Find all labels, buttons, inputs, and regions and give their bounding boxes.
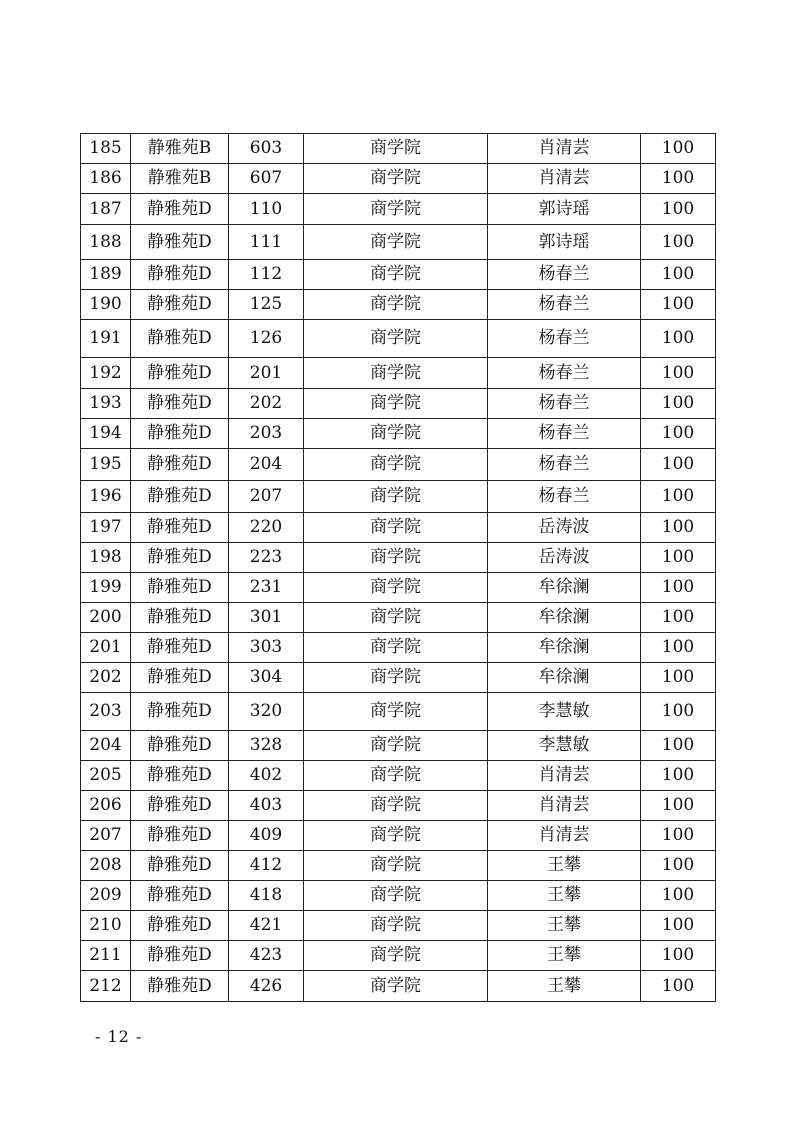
room-cell: 301: [229, 603, 304, 633]
row-number-cell: 191: [81, 320, 131, 358]
score-cell: 100: [641, 791, 716, 821]
row-number-cell: 208: [81, 851, 131, 881]
room-cell: 204: [229, 449, 304, 481]
score-cell: 100: [641, 290, 716, 320]
table-row: [81, 134, 716, 164]
college-cell: 商学院: [304, 513, 488, 543]
row-number-cell: 190: [81, 290, 131, 320]
room-cell: 328: [229, 731, 304, 761]
row-number-cell: 203: [81, 693, 131, 731]
room-cell: 418: [229, 881, 304, 911]
room-cell: 201: [229, 358, 304, 389]
college-cell: 商学院: [304, 389, 488, 419]
college-cell: 商学院: [304, 633, 488, 663]
person-cell: 王攀: [488, 911, 641, 941]
person-cell: 王攀: [488, 881, 641, 911]
room-cell: 126: [229, 320, 304, 358]
college-cell: 商学院: [304, 693, 488, 731]
building-cell: 静雅苑B: [131, 134, 229, 164]
table-row: [81, 419, 716, 449]
college-cell: 商学院: [304, 134, 488, 164]
row-number-cell: 189: [81, 260, 131, 290]
table-row: [81, 693, 716, 731]
room-cell: 125: [229, 290, 304, 320]
table-row: [81, 449, 716, 481]
person-cell: 杨春兰: [488, 389, 641, 419]
college-cell: 商学院: [304, 881, 488, 911]
table-row: [81, 633, 716, 663]
college-cell: 商学院: [304, 941, 488, 971]
person-cell: 肖清芸: [488, 761, 641, 791]
row-number-cell: 195: [81, 449, 131, 481]
table-row: [81, 911, 716, 941]
table-row: [81, 573, 716, 603]
table-row: [81, 513, 716, 543]
person-cell: 杨春兰: [488, 358, 641, 389]
college-cell: 商学院: [304, 290, 488, 320]
college-cell: 商学院: [304, 761, 488, 791]
college-cell: 商学院: [304, 731, 488, 761]
person-cell: 肖清芸: [488, 791, 641, 821]
college-cell: 商学院: [304, 164, 488, 194]
college-cell: 商学院: [304, 419, 488, 449]
score-cell: 100: [641, 573, 716, 603]
score-cell: 100: [641, 164, 716, 194]
building-cell: 静雅苑D: [131, 449, 229, 481]
room-cell: 426: [229, 971, 304, 1002]
row-number-cell: 205: [81, 761, 131, 791]
building-cell: 静雅苑D: [131, 513, 229, 543]
person-cell: 杨春兰: [488, 481, 641, 513]
room-cell: 111: [229, 225, 304, 260]
table-row: [81, 603, 716, 633]
row-number-cell: 192: [81, 358, 131, 389]
person-cell: 岳涛波: [488, 543, 641, 573]
room-cell: 220: [229, 513, 304, 543]
table-body: [81, 134, 716, 1002]
person-cell: 李慧敏: [488, 731, 641, 761]
college-cell: 商学院: [304, 320, 488, 358]
score-cell: 100: [641, 603, 716, 633]
row-number-cell: 194: [81, 419, 131, 449]
table-row: [81, 481, 716, 513]
score-cell: 100: [641, 663, 716, 693]
table-row: [81, 971, 716, 1002]
person-cell: 肖清芸: [488, 164, 641, 194]
table-row: [81, 731, 716, 761]
row-number-cell: 185: [81, 134, 131, 164]
score-cell: 100: [641, 821, 716, 851]
table-row: [81, 290, 716, 320]
row-number-cell: 202: [81, 663, 131, 693]
score-cell: 100: [641, 941, 716, 971]
room-cell: 304: [229, 663, 304, 693]
score-cell: 100: [641, 881, 716, 911]
person-cell: 王攀: [488, 851, 641, 881]
person-cell: 杨春兰: [488, 290, 641, 320]
room-cell: 402: [229, 761, 304, 791]
person-cell: 王攀: [488, 971, 641, 1002]
building-cell: 静雅苑D: [131, 663, 229, 693]
college-cell: 商学院: [304, 260, 488, 290]
score-cell: 100: [641, 731, 716, 761]
score-cell: 100: [641, 851, 716, 881]
building-cell: 静雅苑D: [131, 791, 229, 821]
room-cell: 223: [229, 543, 304, 573]
row-number-cell: 200: [81, 603, 131, 633]
score-cell: 100: [641, 358, 716, 389]
row-number-cell: 198: [81, 543, 131, 573]
person-cell: 牟徐澜: [488, 573, 641, 603]
college-cell: 商学院: [304, 573, 488, 603]
building-cell: 静雅苑D: [131, 194, 229, 225]
table-row: [81, 260, 716, 290]
building-cell: 静雅苑D: [131, 881, 229, 911]
room-cell: 412: [229, 851, 304, 881]
building-cell: 静雅苑D: [131, 543, 229, 573]
room-cell: 423: [229, 941, 304, 971]
row-number-cell: 212: [81, 971, 131, 1002]
score-cell: 100: [641, 911, 716, 941]
person-cell: 杨春兰: [488, 320, 641, 358]
row-number-cell: 206: [81, 791, 131, 821]
room-cell: 409: [229, 821, 304, 851]
building-cell: 静雅苑D: [131, 358, 229, 389]
person-cell: 李慧敏: [488, 693, 641, 731]
college-cell: 商学院: [304, 449, 488, 481]
room-cell: 603: [229, 134, 304, 164]
building-cell: 静雅苑D: [131, 290, 229, 320]
score-cell: 100: [641, 633, 716, 663]
score-cell: 100: [641, 225, 716, 260]
building-cell: 静雅苑D: [131, 633, 229, 663]
row-number-cell: 188: [81, 225, 131, 260]
score-cell: 100: [641, 260, 716, 290]
person-cell: 杨春兰: [488, 419, 641, 449]
college-cell: 商学院: [304, 911, 488, 941]
building-cell: 静雅苑D: [131, 821, 229, 851]
room-cell: 607: [229, 164, 304, 194]
person-cell: 郭诗瑶: [488, 194, 641, 225]
room-cell: 202: [229, 389, 304, 419]
room-cell: 112: [229, 260, 304, 290]
person-cell: 王攀: [488, 941, 641, 971]
table-row: [81, 389, 716, 419]
person-cell: 肖清芸: [488, 821, 641, 851]
table-row: [81, 225, 716, 260]
college-cell: 商学院: [304, 663, 488, 693]
table-row: [81, 320, 716, 358]
row-number-cell: 187: [81, 194, 131, 225]
score-cell: 100: [641, 194, 716, 225]
room-cell: 320: [229, 693, 304, 731]
row-number-cell: 193: [81, 389, 131, 419]
row-number-cell: 210: [81, 911, 131, 941]
person-cell: 牟徐澜: [488, 663, 641, 693]
room-cell: 207: [229, 481, 304, 513]
building-cell: 静雅苑D: [131, 320, 229, 358]
college-cell: 商学院: [304, 971, 488, 1002]
page-number: - 12 -: [95, 1027, 143, 1046]
college-cell: 商学院: [304, 821, 488, 851]
college-cell: 商学院: [304, 603, 488, 633]
building-cell: 静雅苑D: [131, 260, 229, 290]
college-cell: 商学院: [304, 543, 488, 573]
person-cell: 杨春兰: [488, 260, 641, 290]
table-row: [81, 821, 716, 851]
building-cell: 静雅苑D: [131, 911, 229, 941]
row-number-cell: 196: [81, 481, 131, 513]
person-cell: 郭诗瑶: [488, 225, 641, 260]
building-cell: 静雅苑D: [131, 693, 229, 731]
person-cell: 杨春兰: [488, 449, 641, 481]
score-cell: 100: [641, 419, 716, 449]
row-number-cell: 197: [81, 513, 131, 543]
person-cell: 岳涛波: [488, 513, 641, 543]
person-cell: 牟徐澜: [488, 603, 641, 633]
building-cell: 静雅苑B: [131, 164, 229, 194]
table-row: [81, 543, 716, 573]
college-cell: 商学院: [304, 481, 488, 513]
person-cell: 肖清芸: [488, 134, 641, 164]
dormitory-table: [80, 133, 716, 1002]
row-number-cell: 204: [81, 731, 131, 761]
building-cell: 静雅苑D: [131, 603, 229, 633]
row-number-cell: 207: [81, 821, 131, 851]
score-cell: 100: [641, 543, 716, 573]
building-cell: 静雅苑D: [131, 389, 229, 419]
table-row: [81, 941, 716, 971]
score-cell: 100: [641, 761, 716, 791]
room-cell: 303: [229, 633, 304, 663]
table-row: [81, 194, 716, 225]
room-cell: 231: [229, 573, 304, 603]
row-number-cell: 201: [81, 633, 131, 663]
score-cell: 100: [641, 134, 716, 164]
row-number-cell: 199: [81, 573, 131, 603]
table-row: [81, 663, 716, 693]
college-cell: 商学院: [304, 358, 488, 389]
score-cell: 100: [641, 971, 716, 1002]
person-cell: 牟徐澜: [488, 633, 641, 663]
building-cell: 静雅苑D: [131, 481, 229, 513]
score-cell: 100: [641, 481, 716, 513]
building-cell: 静雅苑D: [131, 419, 229, 449]
table-row: [81, 851, 716, 881]
building-cell: 静雅苑D: [131, 761, 229, 791]
score-cell: 100: [641, 693, 716, 731]
building-cell: 静雅苑D: [131, 971, 229, 1002]
score-cell: 100: [641, 320, 716, 358]
row-number-cell: 209: [81, 881, 131, 911]
score-cell: 100: [641, 513, 716, 543]
building-cell: 静雅苑D: [131, 851, 229, 881]
table-row: [81, 881, 716, 911]
table-row: [81, 358, 716, 389]
table-row: [81, 761, 716, 791]
table-row: [81, 791, 716, 821]
college-cell: 商学院: [304, 225, 488, 260]
room-cell: 403: [229, 791, 304, 821]
room-cell: 421: [229, 911, 304, 941]
building-cell: 静雅苑D: [131, 731, 229, 761]
score-cell: 100: [641, 449, 716, 481]
room-cell: 203: [229, 419, 304, 449]
table-row: [81, 164, 716, 194]
building-cell: 静雅苑D: [131, 941, 229, 971]
college-cell: 商学院: [304, 791, 488, 821]
college-cell: 商学院: [304, 194, 488, 225]
row-number-cell: 186: [81, 164, 131, 194]
college-cell: 商学院: [304, 851, 488, 881]
room-cell: 110: [229, 194, 304, 225]
building-cell: 静雅苑D: [131, 573, 229, 603]
score-cell: 100: [641, 389, 716, 419]
building-cell: 静雅苑D: [131, 225, 229, 260]
row-number-cell: 211: [81, 941, 131, 971]
